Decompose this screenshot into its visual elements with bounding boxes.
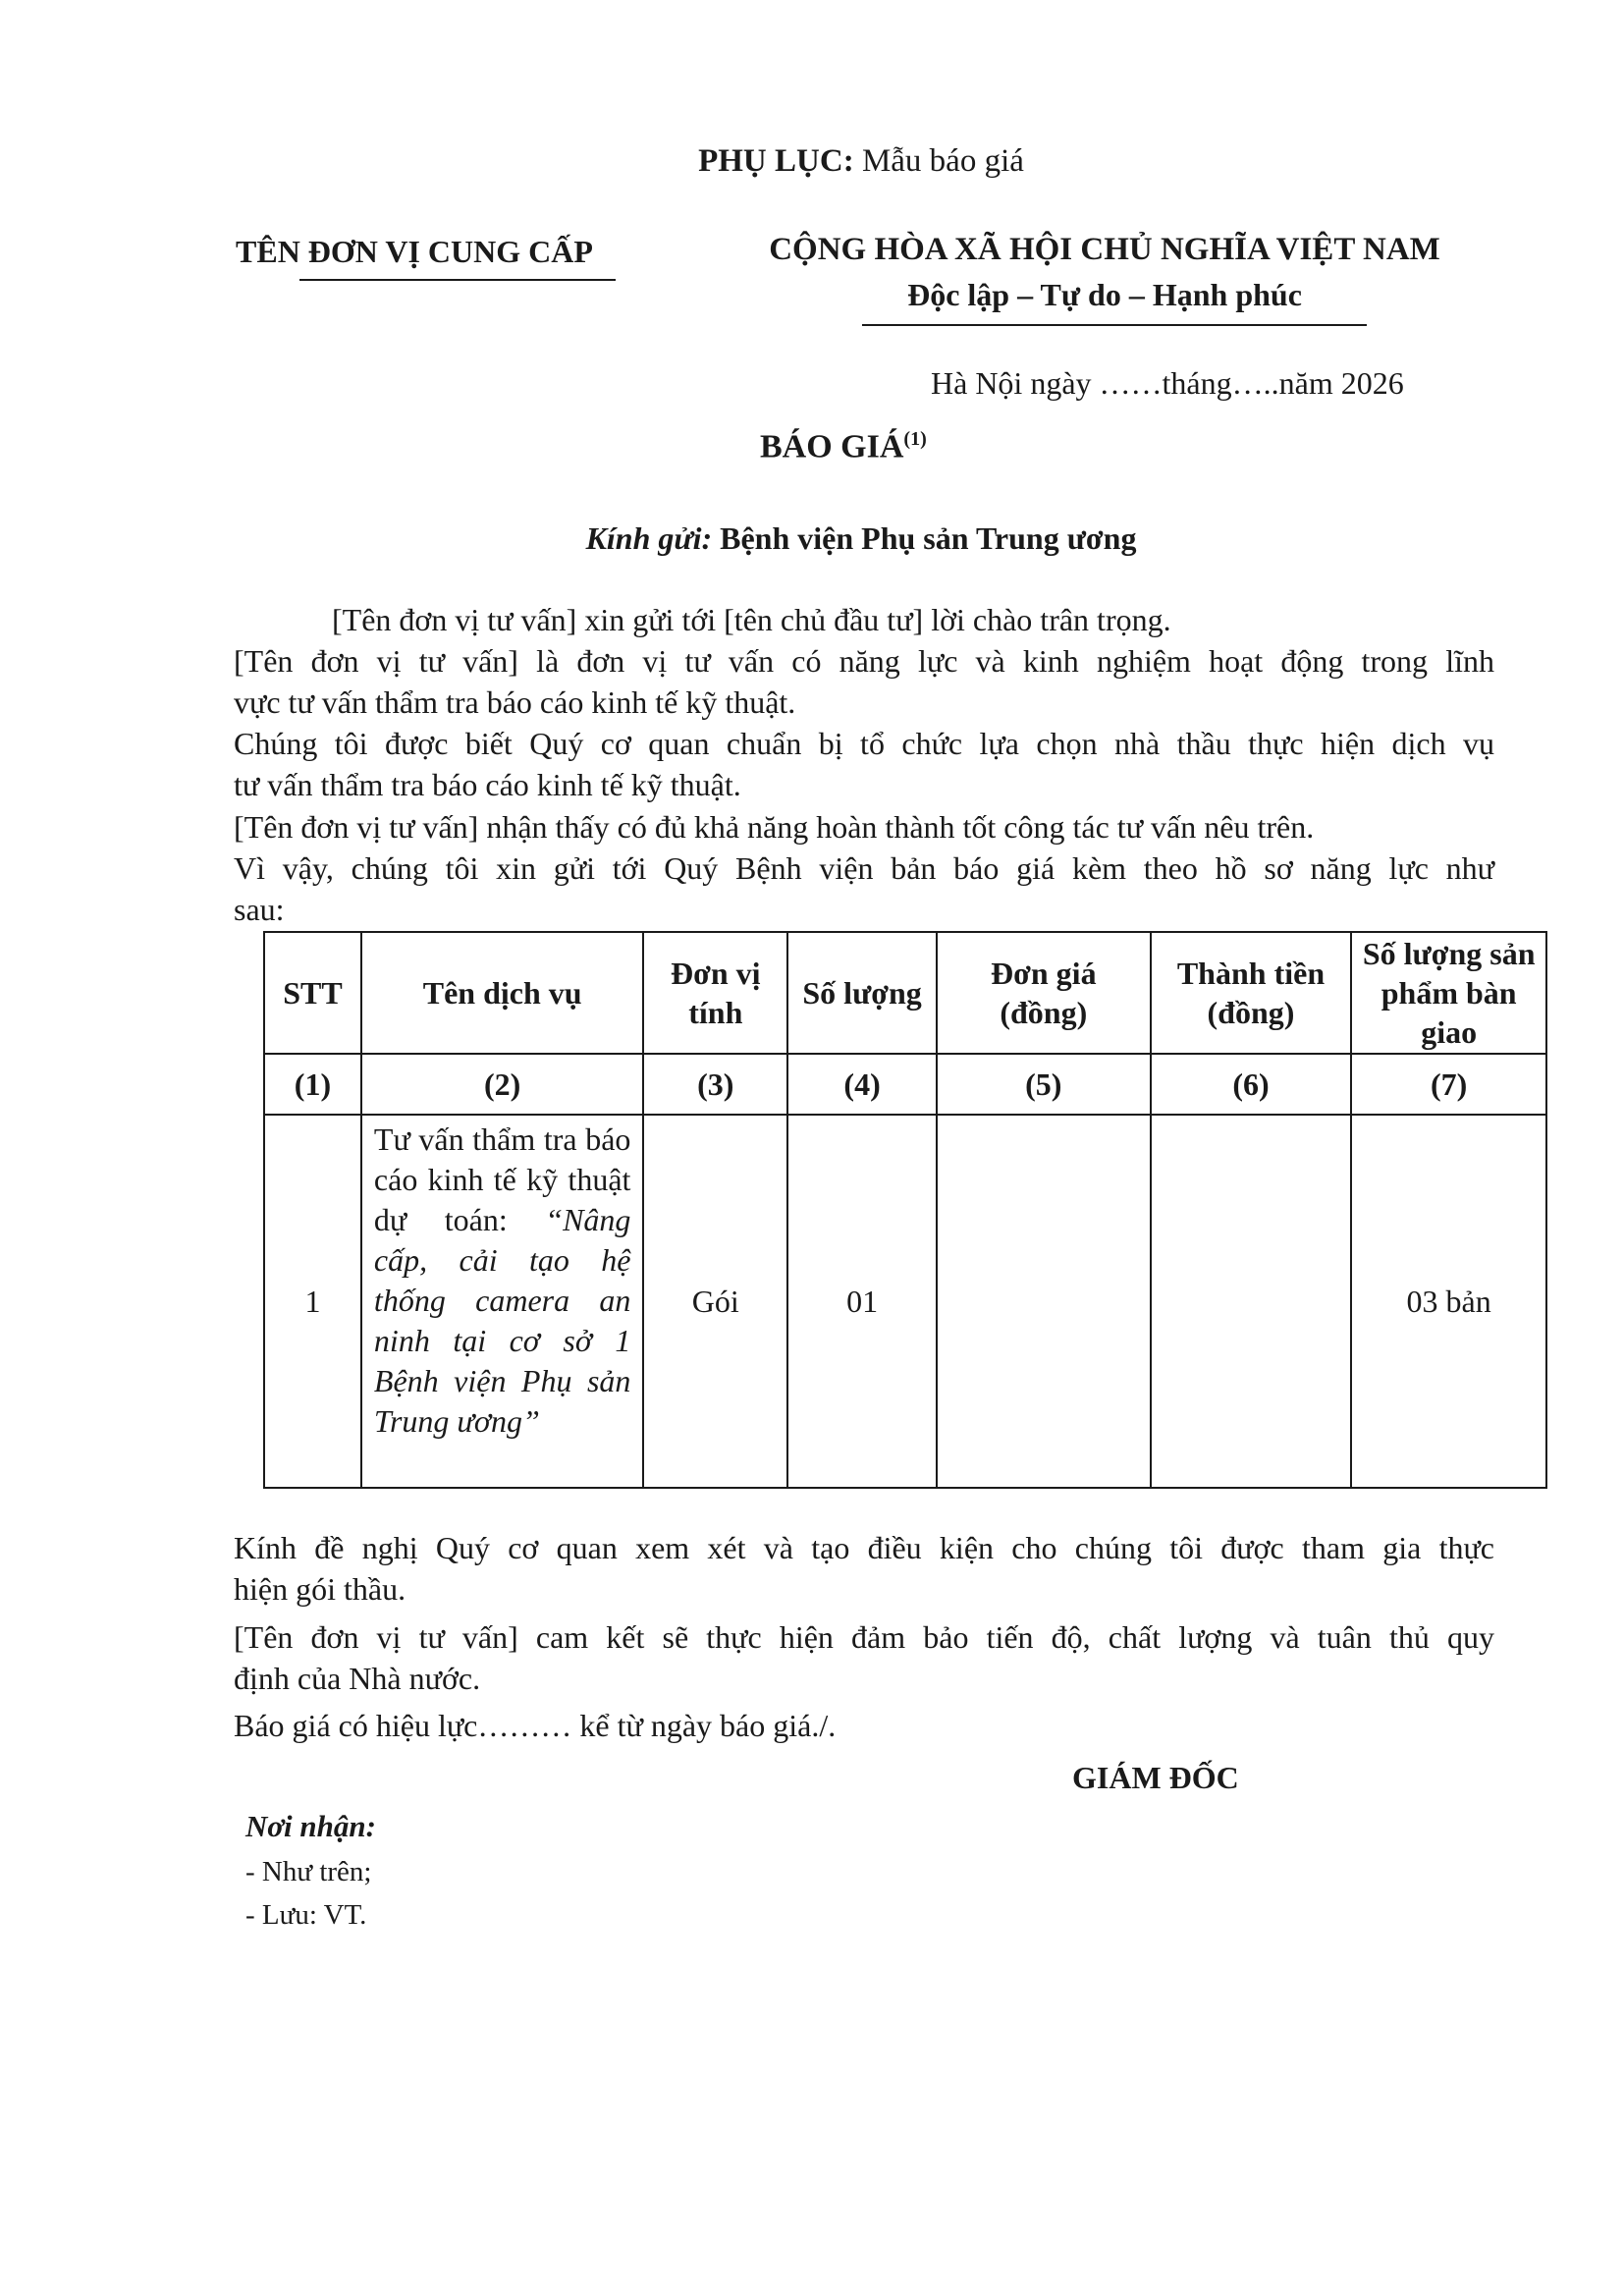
column-number: (5)	[937, 1054, 1151, 1115]
recipient-item: - Lưu: VT.	[245, 1899, 367, 1931]
recipients-label: Nơi nhận:	[245, 1809, 376, 1843]
row-quantity: 01	[787, 1115, 937, 1488]
recipient-line	[0, 520, 1624, 557]
appendix-text: Mẫu báo giá	[861, 143, 1024, 179]
closing-line: [Tên đơn vị tư vấn] cam kết sẽ thực hiện đảm bảo tiến độ, chất lượng và tuân thủ quy	[234, 1619, 1494, 1655]
intro-line: [Tên đơn vị tư vấn] nhận thấy có đủ khả năng hoàn thành tốt công tác tư vấn nêu trên.	[234, 809, 1315, 845]
intro-line: sau:	[234, 892, 285, 927]
header-unit: Đơn vị tính	[643, 932, 787, 1054]
closing-line: định của Nhà nước.	[234, 1661, 481, 1696]
column-number: (1)	[264, 1054, 361, 1115]
national-motto: Độc lập – Tự do – Hạnh phúc	[907, 277, 1302, 312]
recipient-name: Bệnh viện Phụ sản Trung ương	[720, 520, 1137, 556]
intro-line: Vì vậy, chúng tôi xin gửi tới Quý Bệnh viện bản báo giá kèm theo hồ sơ năng lực như	[234, 850, 1494, 886]
intro-line: vực tư vấn thẩm tra báo cáo kinh tế kỹ thuật.	[234, 684, 796, 720]
intro-line: Chúng tôi được biết Quý cơ quan chuẩn bị tổ chức lựa chọn nhà thầu thực hiện dịch vụ	[234, 726, 1494, 761]
quote-title-text: BÁO GIÁ	[760, 428, 904, 465]
quote-title	[760, 428, 927, 465]
recipient-item: - Như trên;	[245, 1856, 372, 1887]
appendix-title	[0, 143, 1624, 180]
header-stt: STT	[264, 932, 361, 1054]
signature-title: GIÁM ĐỐC	[1072, 1760, 1239, 1795]
column-number: (3)	[643, 1054, 787, 1115]
appendix-label: PHỤ LỤC:	[698, 143, 854, 179]
column-number-row	[264, 1054, 1546, 1115]
column-number: (4)	[787, 1054, 937, 1115]
header-quantity: Số lượng	[787, 932, 937, 1054]
supplier-name-text: TÊN ĐƠN VỊ CUNG CẤP	[236, 234, 593, 269]
supplier-underline	[299, 279, 616, 281]
intro-line: [Tên đơn vị tư vấn] xin gửi tới [tên chủ đầu tư] lời chào trân trọng.	[332, 602, 1171, 637]
project-name: “Nâng cấp, cải tạo hệ thống camera an ninh tại cơ sở 1 Bệnh viện Phụ sản Trung ương”	[373, 1202, 631, 1439]
quote-table	[263, 931, 1547, 1489]
row-unit: Gói	[643, 1115, 787, 1488]
document-date: Hà Nội ngày ……tháng…..năm 2026	[931, 365, 1404, 401]
intro-line: tư vấn thẩm tra báo cáo kinh tế kỹ thuật.	[234, 767, 741, 802]
row-stt: 1	[264, 1115, 361, 1488]
column-number: (6)	[1151, 1054, 1352, 1115]
header-service-name: Tên dịch vụ	[361, 932, 643, 1054]
header-unit-price: Đơn giá (đồng)	[937, 932, 1151, 1054]
quote-title-footnote: (1)	[903, 428, 927, 450]
closing-line: Kính đề nghị Quý cơ quan xem xét và tạo điều kiện cho chúng tôi được tham gia thực	[234, 1530, 1494, 1565]
closing-line: hiện gói thầu.	[234, 1571, 406, 1607]
row-deliverables: 03 bản	[1351, 1115, 1546, 1488]
table-header-row	[264, 932, 1546, 1054]
row-service-name	[361, 1115, 643, 1488]
motto-underline	[862, 324, 1367, 326]
recipient-label: Kính gửi:	[585, 520, 713, 556]
header-amount: Thành tiền (đồng)	[1151, 932, 1352, 1054]
table-row	[264, 1115, 1546, 1488]
service-description: Tư vấn thẩm tra báo cáo kinh tế kỹ thuật dự toán:	[373, 1121, 631, 1237]
column-number: (2)	[361, 1054, 643, 1115]
closing-line: Báo giá có hiệu lực……… kể từ ngày báo giá./.	[234, 1708, 837, 1743]
intro-line: [Tên đơn vị tư vấn] là đơn vị tư vấn có năng lực và kinh nghiệm hoạt động trong lĩnh	[234, 643, 1494, 679]
column-number: (7)	[1351, 1054, 1546, 1115]
row-unit-price	[937, 1115, 1151, 1488]
supplier-name	[236, 234, 593, 270]
row-amount	[1151, 1115, 1352, 1488]
national-title: CỘNG HÒA XÃ HỘI CHỦ NGHĨA VIỆT NAM	[769, 232, 1440, 267]
header-deliverables: Số lượng sản phẩm bàn giao	[1351, 932, 1546, 1054]
